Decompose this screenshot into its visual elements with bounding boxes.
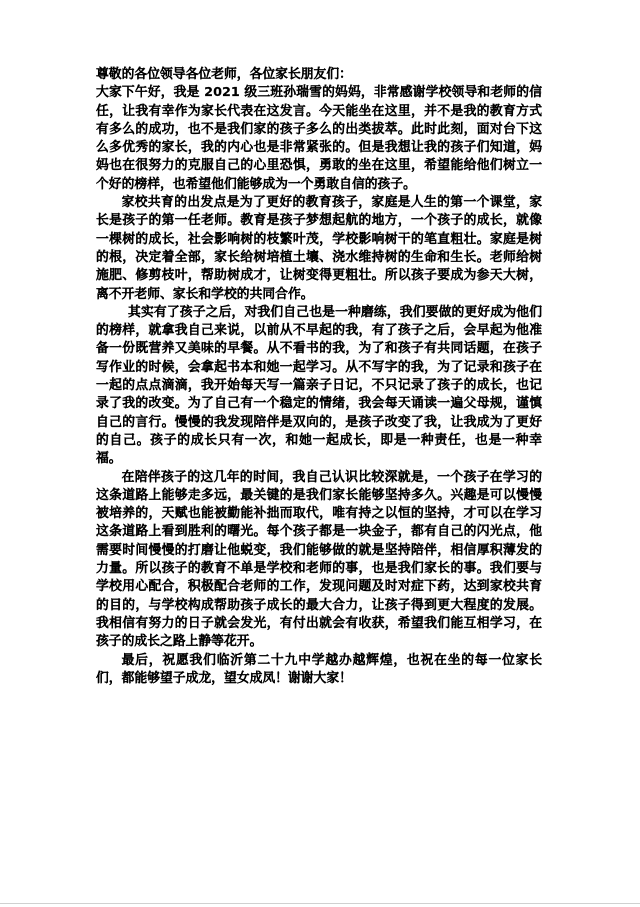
salutation: 尊敬的各位领导各位老师，各位家长朋友们：	[96, 67, 352, 82]
paragraph-growth: 其实有了孩子之后，对我们自己也是一种磨练，我们要做的更好成为他们的榜样，就拿我自己来说，以前从不早起的我，有了孩子之后，会早起为他准备一份既营养又美味的早餐。从不看书的我，为了和孩子有共同话题，在孩子写作业的时候，会拿起书本和她一起学习。从不写字的我，为了记录和孩子在一起的点点滴滴，我开始每天写一篇亲子日记，不只记录了孩子的成长，也记录了我的改变。为了自己有一个稳定的情绪，我会每天诵读一遍父母规，谨慎自己的言行。慢慢的我发现陪伴是双向的，是孩子改变了我，让我成为了更好的自己。孩子的成长只有一次，和她一起成长，即是一种责任，也是一种幸福。	[96, 304, 542, 467]
paragraph-companionship: 在陪伴孩子的这几年的时间，我自己认识比较深就是，一个孩子在学习的这条道路上能够走多远，最关键的是我们家长能够坚持多久。兴趣是可以慢慢被培养的，天赋也能被勤能补拙而取代，唯有持之以恒的坚持，才可以在学习这条道路上看到胜利的曙光。每个孩子都是一块金子，都有自己的闪光点，他需要时间慢慢的打磨让他蜕变，我们能够做的就是坚持陪伴，相信厚积薄发的力量。所以孩子的教育不单是学校和老师的事，也是我们家长的事。我们要与学校用心配合，积极配合老师的工作，发现问题及时对症下药，达到家校共育的目的，与学校构成帮助孩子成长的最大合力，让孩子得到更大程度的发展。我相信有努力的日子就会发光，有付出就会有收获，希望我们能互相学习，在孩子的成长之路上静等花开。	[96, 469, 542, 650]
speech-text	[96, 66, 542, 688]
page-bottom-border	[0, 903, 640, 904]
paragraph-greeting: 大家下午好，我是 2021 级三班孙瑞雪的妈妈，非常感谢学校领导和老师的信任，让我有幸作为家长代表在这发言。今天能坐在这里，并不是我的教育方式有多么的成功，也不是我们家的孩子多么的出类拔萃。此时此刻，面对台下这么多优秀的家长，我的内心也是非常紧张的。但是我想让我的孩子们知道，妈妈也在很努力的克服自己的心里恐惧，勇敢的坐在这里，希望能给他们树立一个好的榜样，也希望他们能够成为一个勇敢自信的孩子。	[96, 85, 542, 192]
paragraph-home-school: 家校共育的出发点是为了更好的教育孩子，家庭是人生的第一个课堂，家长是孩子的第一任老师。教育是孩子梦想起航的地方，一个孩子的成长，就像一棵树的成长，社会影响树的枝繁叶茂，学校影响树干的笔直粗壮。家庭是树的根，决定着全部，家长给树培植土壤、浇水维持树的生命和生长。老师给树施肥、修剪枝叶，帮助树成才，让树变得更粗壮。所以孩子要成为参天大树，离不开老师、家长和学校的共同合作。	[96, 195, 542, 302]
paragraph-closing: 最后，祝愿我们临沂第二十九中学越办越辉煌，也祝在坐的每一位家长们，都能够望子成龙，望女成凤！谢谢大家！	[96, 652, 542, 686]
